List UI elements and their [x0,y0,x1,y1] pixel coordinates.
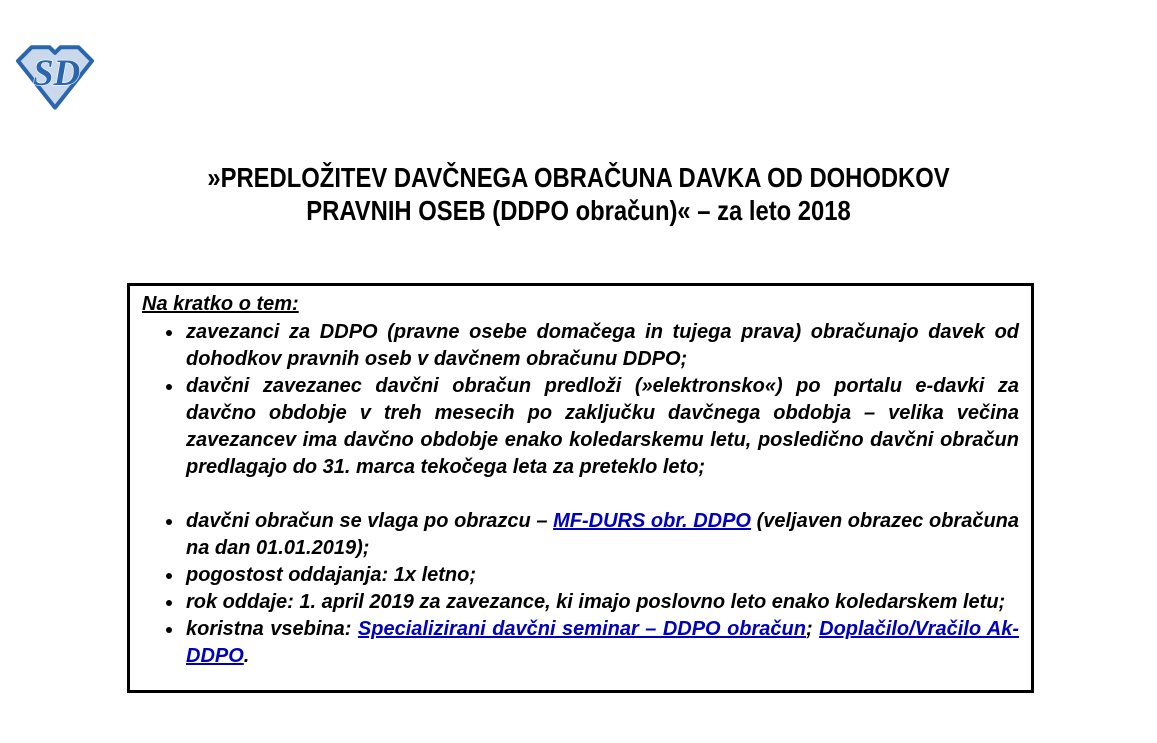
bullet-rok-oddaje [184,589,1019,616]
bullet-text: davčni zavezanec davčni obračun predloži (»elektronsko«) po portalu e-davki za davčno obdobje v treh mesecih po zaključku davčnega obdobja – velika večina zavezancev ima davčno obdobje enako koledarskemu letu, posledično davčni obračun predlagajo do 31. marca tekočega leta za preteklo leto; [186,375,1019,478]
summary-box [127,283,1034,693]
sd-logo-letters: SD [32,53,81,95]
bullet-text: . [243,645,250,667]
bullet-text: ; [806,618,820,640]
sd-logo [14,44,96,110]
link-specializirani-davcni-seminar[interactable]: Specializirani davčni seminar – DDPO obračun [357,618,806,640]
bullet-text: davčni obračun se vlaga po obrazcu – [186,510,554,532]
bullet-text: pogostost oddajanja: 1x letno; [186,564,477,586]
summary-bullet-list [142,319,1019,670]
bullet-pogostost [184,562,1019,589]
bullet-text: koristna vsebina: [186,618,358,640]
page-title-line1: »PREDLOŽITEV DAVČNEGA OBRAČUNA DAVKA OD DOHODKOV [207,162,950,193]
link-doplacilo-vracilo-ak-ddpo[interactable]: Doplačilo/Vračilo Ak-DDPO [186,618,1020,667]
link-mf-durs-obr-ddpo[interactable]: MF-DURS obr. DDPO [553,510,751,532]
bullet-obrazec [184,508,1019,562]
bullet-koristna-vsebina [184,616,1019,670]
bullet-predlozitev [184,373,1019,481]
bullet-text: zavezanci za DDPO (pravne osebe domačega in tujega prava) obračunajo davek od dohodkov pravnih oseb v davčnem obračunu DDPO; [186,321,1019,370]
page-title [0,161,1157,227]
bullet-zavezanci [184,319,1019,373]
summary-heading: Na kratko o tem: [142,293,299,315]
bullet-text: rok oddaje: 1. april 2019 za zavezance, ki imajo poslovno leto enako koledarskem letu; [186,591,1006,613]
bullet-text: (veljaven obrazec obračuna na dan 01.01.2019); [186,510,1020,559]
page-title-line2: PRAVNIH OSEB (DDPO obračun)« – za leto 2018 [306,195,851,226]
sd-shield-icon [14,44,96,110]
